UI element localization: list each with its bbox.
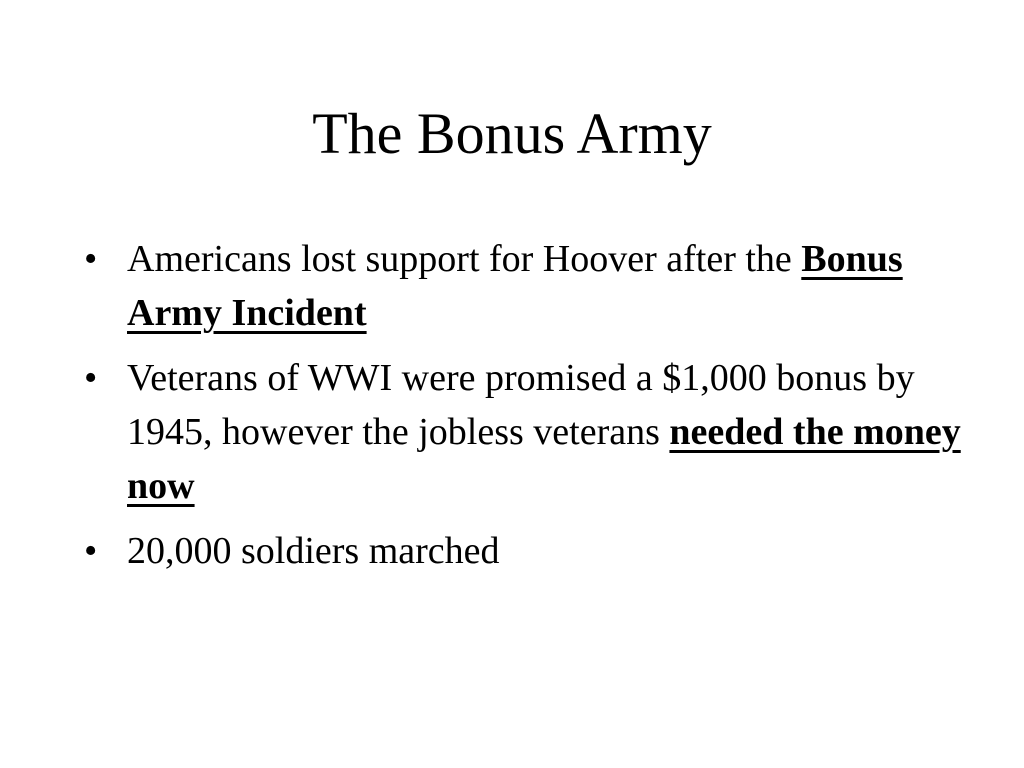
bullet-text: Americans lost support for Hoover after the	[127, 238, 802, 280]
bullet-text: Veterans of WWI were promised a $1,000 bonus by 1945, however the jobless veterans	[127, 357, 915, 453]
bullet-emphasis: needed the money now	[127, 411, 961, 507]
bullet-icon: •	[84, 530, 98, 572]
bullet-icon: •	[84, 238, 98, 280]
slide-title: The Bonus Army	[312, 101, 712, 166]
bullet-item	[84, 524, 964, 578]
bullet-list	[84, 232, 964, 589]
bullet-emphasis: Bonus Army Incident	[127, 238, 903, 334]
bullet-text: 20,000 soldiers marched	[127, 530, 500, 572]
bullet-icon: •	[84, 357, 98, 399]
bullet-item	[84, 351, 964, 513]
bullet-item	[84, 232, 964, 340]
